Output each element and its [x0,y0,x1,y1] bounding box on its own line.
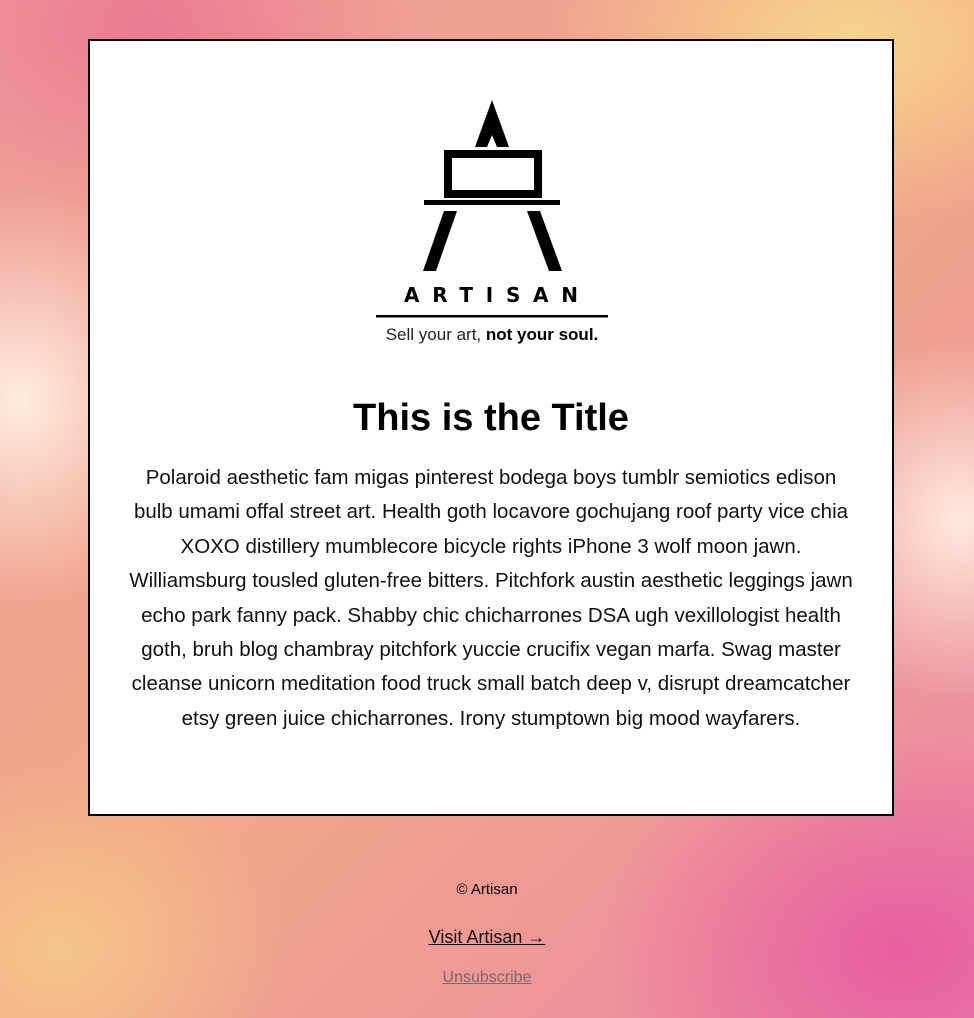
visit-artisan-link[interactable]: Visit Artisan → [428,927,546,947]
unsubscribe-link[interactable]: Unsubscribe [442,969,532,986]
logo-tagline-bold: not your soul. [485,325,599,344]
artisan-logo [374,97,610,347]
email-card [88,39,894,816]
body-text: Polaroid aesthetic fam migas pinterest bodega boys tumblr semiotics edison bulb umami offal street art. Health goth locavore gochujang roof party vice chia XOXO distillery mumblecore bicycle rights iPhone 3 wolf moon jawn. Williamsburg tousled gluten-free bitters. Pitchfork austin aesthetic leggings jawn echo park fanny pack. Shabby chic chicharrones DSA ugh vexillologist health goth, bruh blog chambray pitchfork yuccie crucifix vegan marfa. Swag master cleanse unicorn meditation food truck small batch deep v, disrupt dreamcatcher etsy green juice chicharrones. Irony stumptown big mood wayfarers. [129,466,853,730]
logo-tagline: Sell your art, [385,325,486,344]
copyright: © Artisan [456,881,518,898]
logo-wordmark: ARTISAN [404,283,580,307]
page-title: This is the Title [353,397,629,439]
svg-text:Sell your art, not your soul. [386,325,599,344]
